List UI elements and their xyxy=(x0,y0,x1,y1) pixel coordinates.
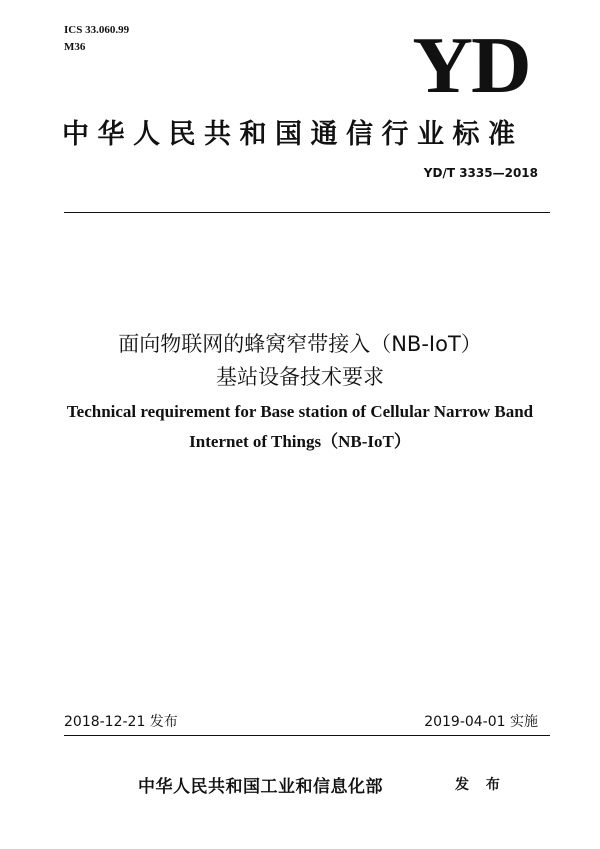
title-cn-line2: 基站设备技术要求 xyxy=(216,365,384,389)
title-cn-line1: 面向物联网的蜂窝窄带接入（NB-IoT） xyxy=(118,332,482,356)
standard-type-heading: 中华人民共和国通信行业标准 xyxy=(62,119,524,150)
bottom-divider xyxy=(64,735,550,736)
title-en-line1: Technical requirement for Base station of Cellular Narrow Band xyxy=(66,402,534,421)
issuer-name: 中华人民共和国工业和信息化部 xyxy=(138,777,383,797)
ics-code: ICS 33.060.99 xyxy=(64,24,130,36)
clc-code: M36 xyxy=(64,41,86,53)
implementation-date: 2019-04-01 实施 xyxy=(424,714,538,730)
title-en-line2: Internet of Things（NB-IoT） xyxy=(189,432,411,451)
top-divider xyxy=(64,212,550,213)
issue-label: 发 布 xyxy=(455,777,506,793)
issue-date: 2018-12-21 发布 xyxy=(64,714,178,730)
standard-number: YD/T 3335—2018 xyxy=(423,166,538,180)
yd-logo: YD xyxy=(412,22,530,110)
